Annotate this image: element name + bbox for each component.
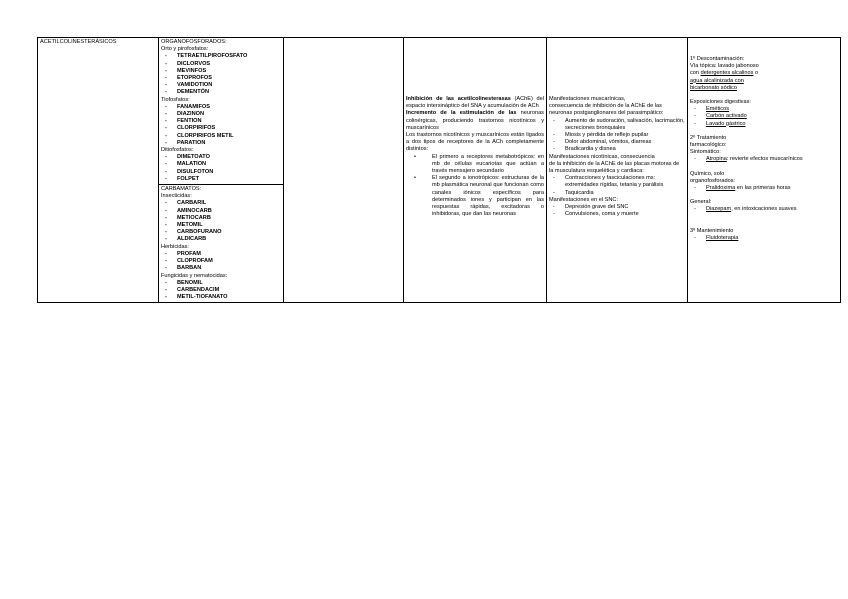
orto-label: Orto y pirofosfatos: bbox=[161, 46, 209, 53]
list-item: - Carbón activado bbox=[690, 113, 838, 120]
ditio-label: Ditiofosfatos: bbox=[161, 147, 194, 154]
decontamination-title: 1º Descontaminación: bbox=[690, 56, 745, 62]
manifestations-cell bbox=[547, 38, 688, 303]
list-item: - Miosis y pérdida de reflejo pupilar bbox=[549, 132, 685, 139]
carbamates-block bbox=[159, 184, 283, 302]
topical-line: Vía tópica: lavado jabonoso bbox=[690, 63, 759, 70]
list-item: - ETOPROFOS bbox=[161, 75, 281, 82]
list-item: - CARBARIL bbox=[161, 200, 281, 207]
nicotinic-label: Manifestaciones nicotínicas, consecuencia bbox=[549, 153, 655, 160]
list-item: - Convulsiones, coma y muerte bbox=[549, 211, 685, 218]
general-list bbox=[690, 206, 838, 213]
atropine-text: : revierte efectos muscarínicos bbox=[726, 156, 803, 163]
maintenance-list bbox=[690, 235, 838, 242]
list-item: - Bradicardia y disnea bbox=[549, 146, 685, 153]
ditio-list bbox=[161, 154, 281, 183]
list-item bbox=[690, 185, 838, 192]
insecticides-label: Insecticidas: bbox=[161, 193, 192, 200]
list-item: - VAMIDOTION bbox=[161, 82, 281, 89]
list-item: - CARBENDACIM bbox=[161, 287, 281, 294]
mechanism-cell bbox=[404, 38, 547, 303]
list-item bbox=[690, 206, 838, 213]
tio-label: Tiofosfatos: bbox=[161, 96, 190, 103]
chemical-title-2: organofosforados: bbox=[690, 177, 736, 184]
organophosphates-title: ORGANOFOSFORADOS: bbox=[161, 39, 227, 45]
list-item: - DICLORVOS bbox=[161, 61, 281, 68]
list-item: - BENOMIL bbox=[161, 280, 281, 287]
list-item: - TETRAETILPIROFOSFATO bbox=[161, 53, 281, 60]
insecticides-list bbox=[161, 200, 281, 243]
list-item: - PARATION bbox=[161, 140, 281, 147]
list-item: - METOMIL bbox=[161, 222, 281, 229]
diazepam-link: Diazepam bbox=[706, 206, 732, 213]
snc-label: Manifestaciones en el SNC: bbox=[549, 196, 619, 203]
list-item: - FOLPET bbox=[161, 176, 281, 183]
orto-list bbox=[161, 53, 281, 96]
digestive-title: Exposiciones digestivas: bbox=[690, 99, 751, 106]
list-item: • El primero a receptores metabotrópicos: en mb de células eucariotas que actúan a través mensajero secundario bbox=[406, 154, 544, 176]
pralidoxime-link: Pralidoxima bbox=[706, 185, 736, 192]
fungicides-label: Fungicidas y nematocidas: bbox=[161, 272, 228, 279]
list-item: - DISULFOTON bbox=[161, 169, 281, 176]
empty-cell bbox=[284, 38, 404, 303]
carbamates-title: CARBAMATOS: bbox=[161, 186, 202, 193]
atropine-link: Atropina bbox=[706, 156, 727, 163]
list-item bbox=[690, 156, 838, 163]
list-item: - METIOCARB bbox=[161, 215, 281, 222]
list-item: - MALATION bbox=[161, 161, 281, 168]
list-item: • El segundo a ionotrópicos: estructuras de la mb plasmática neuronal que funcionan como canales iónicos específicos para determinados iones y participan en las respuestas rápidas, excitadoras o inhibidoras, que dan las neuronas bbox=[406, 175, 544, 218]
detergent-link: detergentes alcalinos bbox=[700, 70, 754, 77]
list-item: - FANAMIFOS bbox=[161, 104, 281, 111]
mechanism-text-1: (AChE) del espacio intersináptico del SNA y acumulación de ACh bbox=[406, 96, 545, 110]
mechanism-paragraph-1 bbox=[406, 96, 544, 110]
mechanism-heading-1: Inhibición de las acetilcolinesterasas bbox=[406, 96, 511, 102]
snc-list bbox=[549, 204, 685, 218]
tio-list bbox=[161, 104, 281, 147]
mechanism-heading-2: Incremento de la estimulación de las bbox=[406, 110, 517, 117]
list-item: - DIAZINON bbox=[161, 111, 281, 118]
pharmacological-title: 2º Tratamiento bbox=[690, 134, 727, 141]
list-item: - FENTION bbox=[161, 118, 281, 125]
muscarinic-description: consecuencia de inhibición de la AChE de las neuronas postganglionares del parasimpático: bbox=[549, 103, 664, 117]
herbicides-label: Herbicidas: bbox=[161, 243, 189, 250]
maintenance-title: 3º Mantenimiento bbox=[690, 227, 734, 234]
list-item: - METIL-TIOFANATO bbox=[161, 294, 281, 301]
mechanism-paragraph-3: Los trastornos nicotínicos y muscarínicos están ligados a dos tipos de receptores de la ACh completamente distintos: bbox=[406, 132, 544, 153]
mechanism-paragraph-2 bbox=[406, 110, 544, 132]
list-item: - ALDICARB bbox=[161, 236, 281, 243]
list-item: - DIMETOATO bbox=[161, 154, 281, 161]
alkaline-water-line: agua alcalinizada con bbox=[690, 77, 744, 84]
list-item: - CLORPIRIFOS bbox=[161, 125, 281, 132]
pharmacological-title-2: farmacológico: bbox=[690, 142, 727, 149]
receptor-list bbox=[406, 154, 544, 219]
symptomatic-label: Sintomático: bbox=[690, 149, 721, 156]
herbicides-list bbox=[161, 251, 281, 273]
muscarinic-list bbox=[549, 118, 685, 154]
pralidoxime-text: en las primeras horas bbox=[735, 185, 791, 192]
document-table bbox=[37, 37, 841, 303]
list-item: - BARBAN bbox=[161, 265, 281, 272]
mechanism-text-2: neuronas colinérgicas, produciendo trastornos nicotínicos y muscarínicos bbox=[406, 110, 544, 131]
list-item: - CARBOFURANO bbox=[161, 229, 281, 236]
treatment-cell bbox=[688, 38, 841, 303]
chemical-title: Químico, solo bbox=[690, 170, 725, 177]
nicotinic-description: de la inhibición de la AChE de las placas motoras de la musculatura esquelética y cardiaca: bbox=[549, 160, 680, 175]
list-item: - Depresión grave del SNC bbox=[549, 204, 685, 211]
organophosphates-block bbox=[159, 38, 283, 184]
muscarinic-label: Manifestaciones muscarínicas, bbox=[549, 96, 626, 102]
list-item: - Eméticos bbox=[690, 106, 838, 113]
list-item: - Taquicardia bbox=[549, 190, 685, 197]
list-item: - Aumento de sudoración, salivación, lacrimación, secreciones bronquiales bbox=[549, 118, 685, 132]
list-item: - CLORPIRIFOS METIL bbox=[161, 133, 281, 140]
class-cell bbox=[38, 38, 159, 303]
detergent-line bbox=[690, 70, 838, 77]
nicotinic-list bbox=[549, 175, 685, 197]
list-item: - MEVINFOS bbox=[161, 68, 281, 75]
compounds-cell bbox=[159, 38, 284, 303]
list-item: - Dolor abdominal, vómitos, diarreas bbox=[549, 139, 685, 146]
list-item: - AMINOCARB bbox=[161, 208, 281, 215]
fungicides-list bbox=[161, 280, 281, 302]
list-item: - DEMENTÓN bbox=[161, 89, 281, 96]
table-row bbox=[38, 38, 841, 303]
detergent-prefix: con bbox=[690, 70, 701, 77]
list-item: - CLOPROFAM bbox=[161, 258, 281, 265]
class-title: ACETILCOLINESTERÁSICOS bbox=[40, 39, 117, 45]
chemical-list bbox=[690, 185, 838, 192]
detergent-suffix: o bbox=[753, 70, 759, 77]
digestive-list bbox=[690, 106, 838, 128]
diazepam-text: , en intoxicaciones suaves bbox=[731, 206, 797, 213]
symptomatic-list bbox=[690, 156, 838, 163]
bicarbonate-line: bicarbonato sódico bbox=[690, 84, 737, 91]
list-item: - Lavado gástrico bbox=[690, 121, 838, 128]
general-title: General: bbox=[690, 199, 712, 206]
list-item: - PROFAM bbox=[161, 251, 281, 258]
list-item: - Contracciones y fasciculaciones ms: extremidades rígidas, tetania y parálisis bbox=[549, 175, 685, 189]
list-item: - Fluidoterapia bbox=[690, 235, 838, 242]
